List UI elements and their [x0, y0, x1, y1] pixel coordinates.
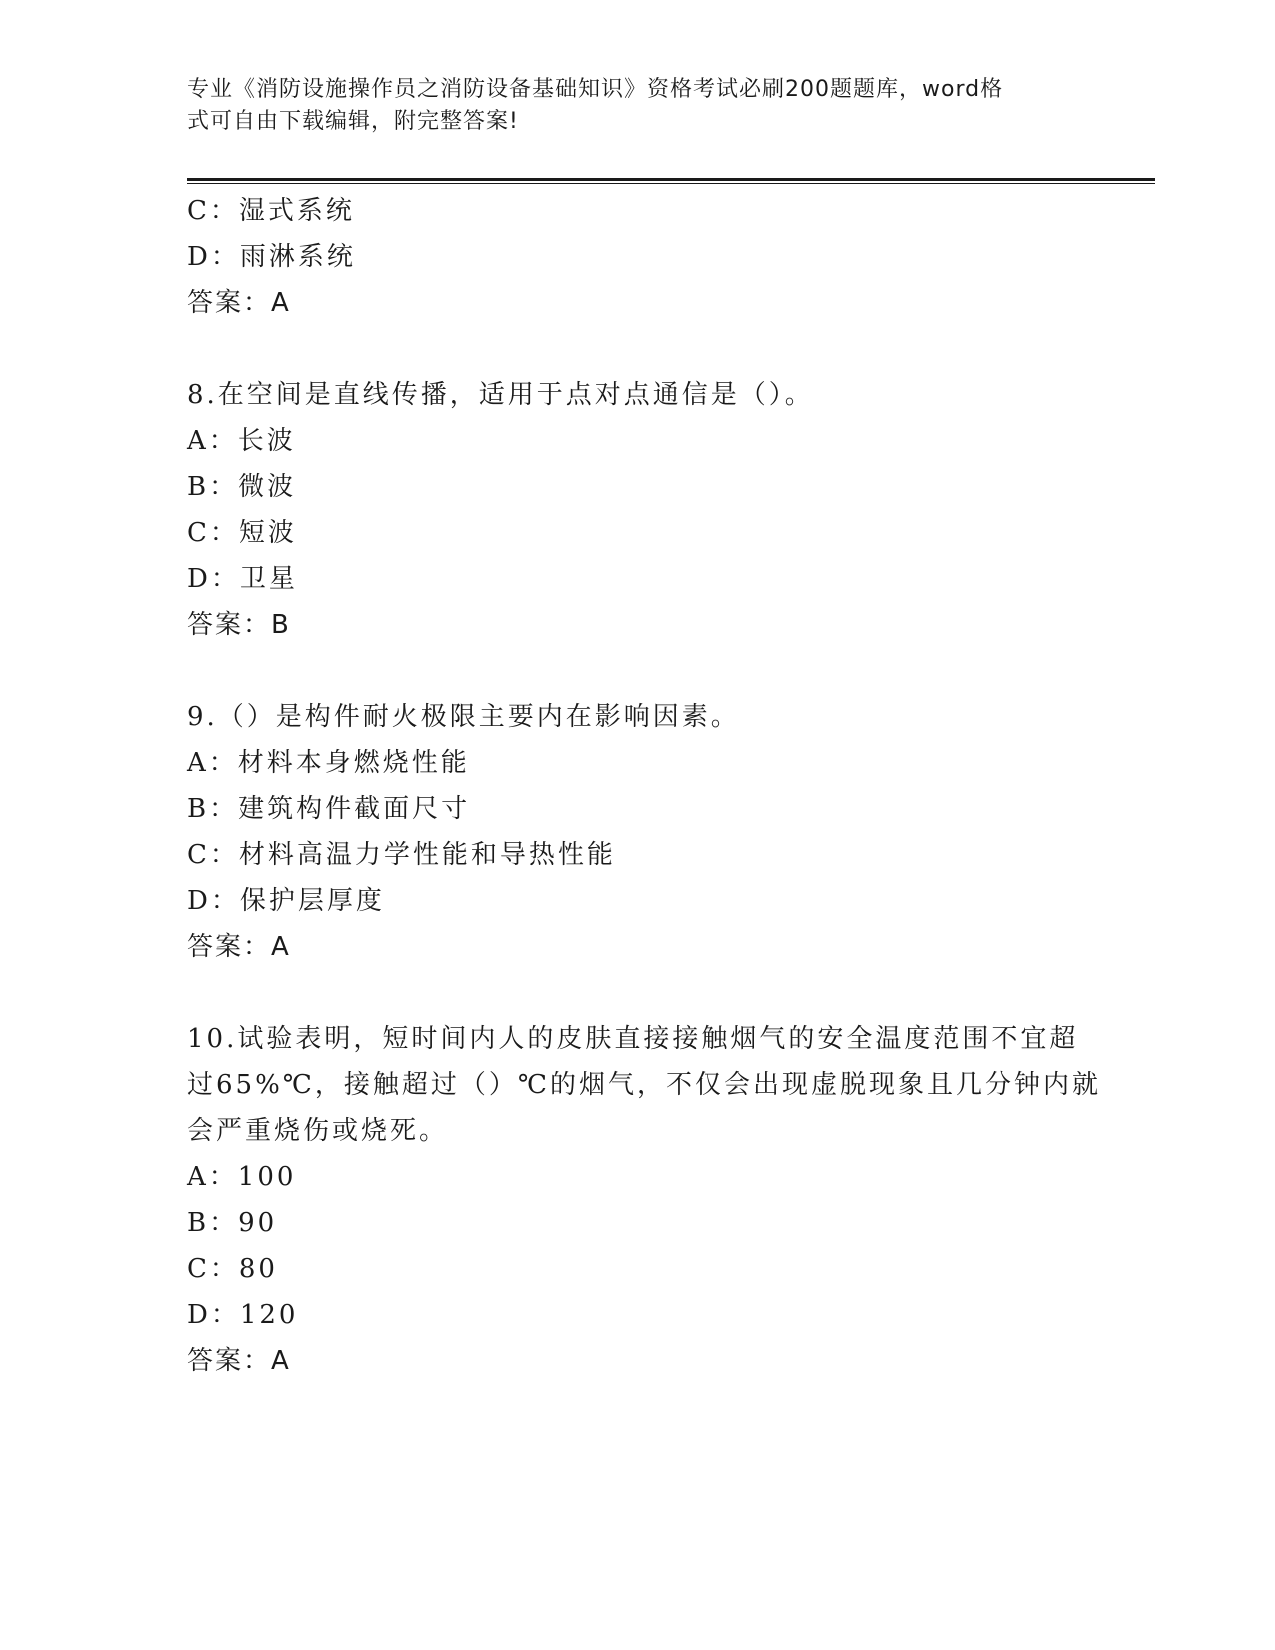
q10-question-line-3: 会严重烧伤或烧死。	[187, 1116, 449, 1146]
q10-option-c: C：80	[187, 1254, 278, 1284]
q10-option-a: A：100	[187, 1162, 297, 1192]
q9-option-d: D：保护层厚度	[187, 886, 385, 916]
q9-option-c: C：材料高温力学性能和导热性能	[187, 840, 616, 870]
q10-answer: 答案：A	[187, 1346, 291, 1376]
q8-question: 8.在空间是直线传播，适用于点对点通信是（）。	[187, 380, 814, 410]
q8-answer: 答案：B	[187, 610, 291, 640]
spacer	[187, 648, 1087, 694]
q8-option-a: A：长波	[187, 426, 296, 456]
header-line-2: 式可自由下载编辑，附完整答案!	[187, 109, 519, 134]
q8-option-c: C：短波	[187, 518, 297, 548]
spacer	[187, 326, 1087, 372]
q9-option-b: B：建筑构件截面尺寸	[187, 794, 471, 824]
q8-option-d: D：卫星	[187, 564, 298, 594]
header-divider-thin	[187, 183, 1155, 184]
q10-option-b: B：90	[187, 1208, 278, 1238]
q7-option-c: C：湿式系统	[187, 196, 355, 226]
question-list	[187, 188, 1101, 1384]
q9-question: 9.（）是构件耐火极限主要内在影响因素。	[187, 702, 740, 732]
spacer	[187, 970, 1087, 1016]
q10-question-line-2: 过65%℃，接触超过（）℃的烟气，不仅会出现虚脱现象且几分钟内就	[187, 1070, 1101, 1100]
q10-option-d: D：120	[187, 1300, 299, 1330]
q9-option-a: A：材料本身燃烧性能	[187, 748, 470, 778]
header-line-1: 专业《消防设施操作员之消防设备基础知识》资格考试必刷200题题库，word格	[187, 77, 1004, 102]
q8-option-b: B：微波	[187, 472, 297, 502]
q7-option-d: D：雨淋系统	[187, 242, 356, 272]
q10-question-line-1: 10.试验表明，短时间内人的皮肤直接接触烟气的安全温度范围不宜超	[187, 1024, 1079, 1054]
q7-answer: 答案：A	[187, 288, 291, 318]
document-header	[187, 74, 1067, 138]
q9-answer: 答案：A	[187, 932, 291, 962]
header-divider-thick	[187, 178, 1155, 181]
